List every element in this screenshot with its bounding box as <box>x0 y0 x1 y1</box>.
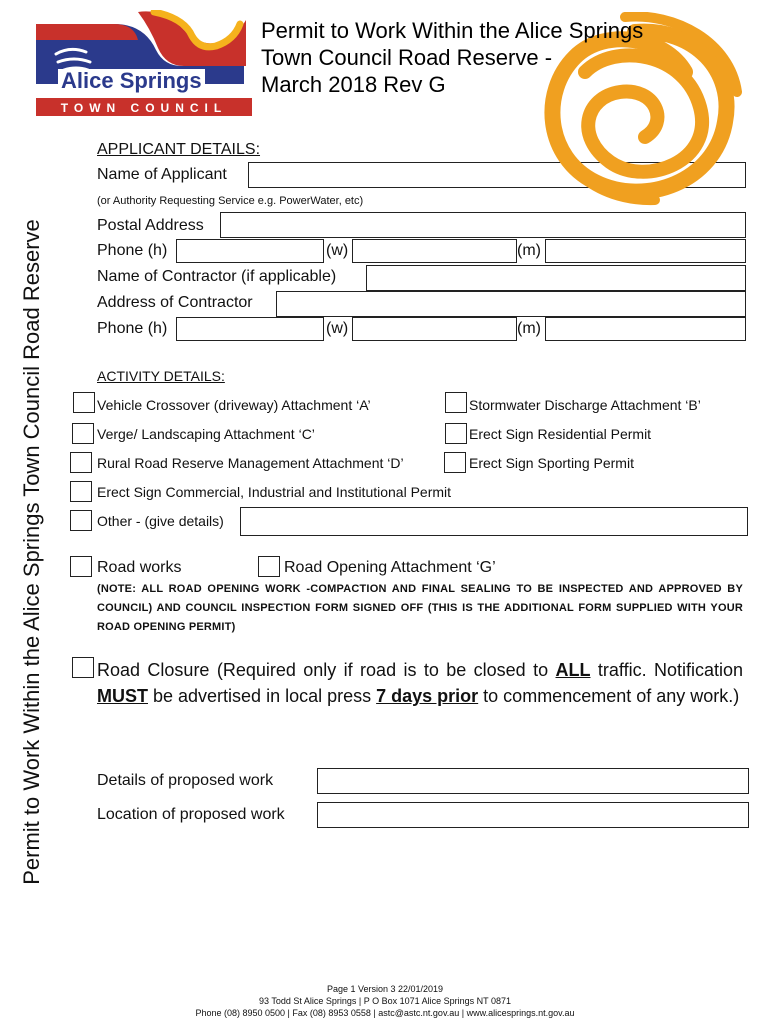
logo-name: Alice Springs <box>58 69 205 93</box>
closure-must: MUST <box>97 686 148 706</box>
contractor-name-label: Name of Contractor (if applicable) <box>97 268 337 285</box>
vehicle-crossover-checkbox[interactable] <box>73 392 95 413</box>
contractor-address-label: Address of Contractor <box>97 294 253 311</box>
other-label: Other - (give details) <box>97 513 224 529</box>
road-works-label: Road works <box>97 559 182 576</box>
verge-landscaping-label: Verge/ Landscaping Attachment ‘C’ <box>97 426 315 442</box>
title-line-2: Town Council Road Reserve - <box>261 45 553 70</box>
applicant-name-label: Name of Applicant <box>97 166 227 183</box>
road-closure-text <box>97 657 743 709</box>
closure-part-3: be advertised in local press <box>148 686 377 706</box>
side-title: Permit to Work Within the Alice Springs Town Council Road Reserve <box>19 219 44 885</box>
postal-address-label: Postal Address <box>97 217 204 234</box>
contractor-phone-mobile-field[interactable] <box>545 317 746 341</box>
sign-commercial-label: Erect Sign Commercial, Industrial and Institutional Permit <box>97 484 452 500</box>
closure-all: ALL <box>555 660 591 680</box>
logo-subtitle: TOWN COUNCIL <box>60 101 228 115</box>
details-proposed-label: Details of proposed work <box>97 772 274 789</box>
contractor-address-field[interactable] <box>276 291 746 317</box>
location-proposed-label: Location of proposed work <box>97 806 285 823</box>
contractor-phone-home-label: Phone (h) <box>97 320 168 337</box>
other-details-field[interactable] <box>240 507 748 536</box>
title-line-1: Permit to Work Within the Alice Springs <box>261 18 644 43</box>
closure-part-1: Road Closure (Required only if road is to be closed to <box>97 660 556 680</box>
location-proposed-field[interactable] <box>317 802 749 828</box>
stormwater-checkbox[interactable] <box>445 392 467 413</box>
phone-mobile-label: (m) <box>517 242 541 259</box>
details-proposed-field[interactable] <box>317 768 749 794</box>
title-line-3: March 2018 Rev G <box>261 72 446 97</box>
applicant-heading: APPLICANT DETAILS: <box>97 141 261 158</box>
phone-mobile-field[interactable] <box>545 239 746 263</box>
postal-address-field[interactable] <box>220 212 746 238</box>
footer-page-version: Page 1 Version 3 22/01/2019 <box>326 984 444 994</box>
closure-part-4: to commencement of any work.) <box>478 686 740 706</box>
footer-contact: Phone (08) 8950 0500 | Fax (08) 8953 0558 | astc@astc.nt.gov.au | www.alicesprings.nt.gov.au <box>195 1008 575 1018</box>
sign-sporting-label: Erect Sign Sporting Permit <box>469 455 634 471</box>
contractor-phone-home-field[interactable] <box>176 317 324 341</box>
contractor-phone-work-label: (w) <box>326 320 349 337</box>
phone-home-field[interactable] <box>176 239 324 263</box>
footer-address: 93 Todd St Alice Springs | P O Box 1071 Alice Springs NT 0871 <box>259 996 511 1006</box>
vehicle-crossover-label: Vehicle Crossover (driveway) Attachment ‘A’ <box>97 397 371 413</box>
phone-home-label: Phone (h) <box>97 242 168 259</box>
road-closure-checkbox[interactable] <box>72 657 94 678</box>
sign-commercial-checkbox[interactable] <box>70 481 92 502</box>
contractor-phone-mobile-label: (m) <box>517 320 541 337</box>
road-opening-checkbox[interactable] <box>258 556 280 577</box>
stormwater-label: Stormwater Discharge Attachment ‘B’ <box>469 397 701 413</box>
road-opening-note: (NOTE: ALL ROAD OPENING WORK -COMPACTION AND FINAL SEALING TO BE INSPECTED AND APPROVED BY COUNCIL) AND COUNCIL INSPECTION FORM SIGNED OFF (THIS IS THE ADDITIONAL FORM SUPPLIED WITH YOUR ROAD OPENING PERMIT) <box>97 583 743 633</box>
contractor-phone-work-field[interactable] <box>352 317 517 341</box>
contractor-name-field[interactable] <box>366 265 746 291</box>
sign-residential-label: Erect Sign Residential Permit <box>469 426 652 442</box>
applicant-name-note: (or Authority Requesting Service e.g. PowerWater, etc) <box>97 195 364 207</box>
page-title <box>261 17 643 98</box>
closure-part-2: traffic. Notification <box>590 660 744 680</box>
sign-sporting-checkbox[interactable] <box>444 452 466 473</box>
phone-work-field[interactable] <box>352 239 517 263</box>
rural-road-reserve-checkbox[interactable] <box>70 452 92 473</box>
sign-residential-checkbox[interactable] <box>445 423 467 444</box>
other-checkbox[interactable] <box>70 510 92 531</box>
activity-heading: ACTIVITY DETAILS: <box>97 368 225 384</box>
road-works-checkbox[interactable] <box>70 556 92 577</box>
road-opening-label: Road Opening Attachment ‘G’ <box>284 559 496 576</box>
closure-days: 7 days prior <box>376 686 479 706</box>
rural-road-reserve-label: Rural Road Reserve Management Attachment ‘D’ <box>97 455 404 471</box>
verge-landscaping-checkbox[interactable] <box>72 423 94 444</box>
phone-work-label: (w) <box>326 242 349 259</box>
